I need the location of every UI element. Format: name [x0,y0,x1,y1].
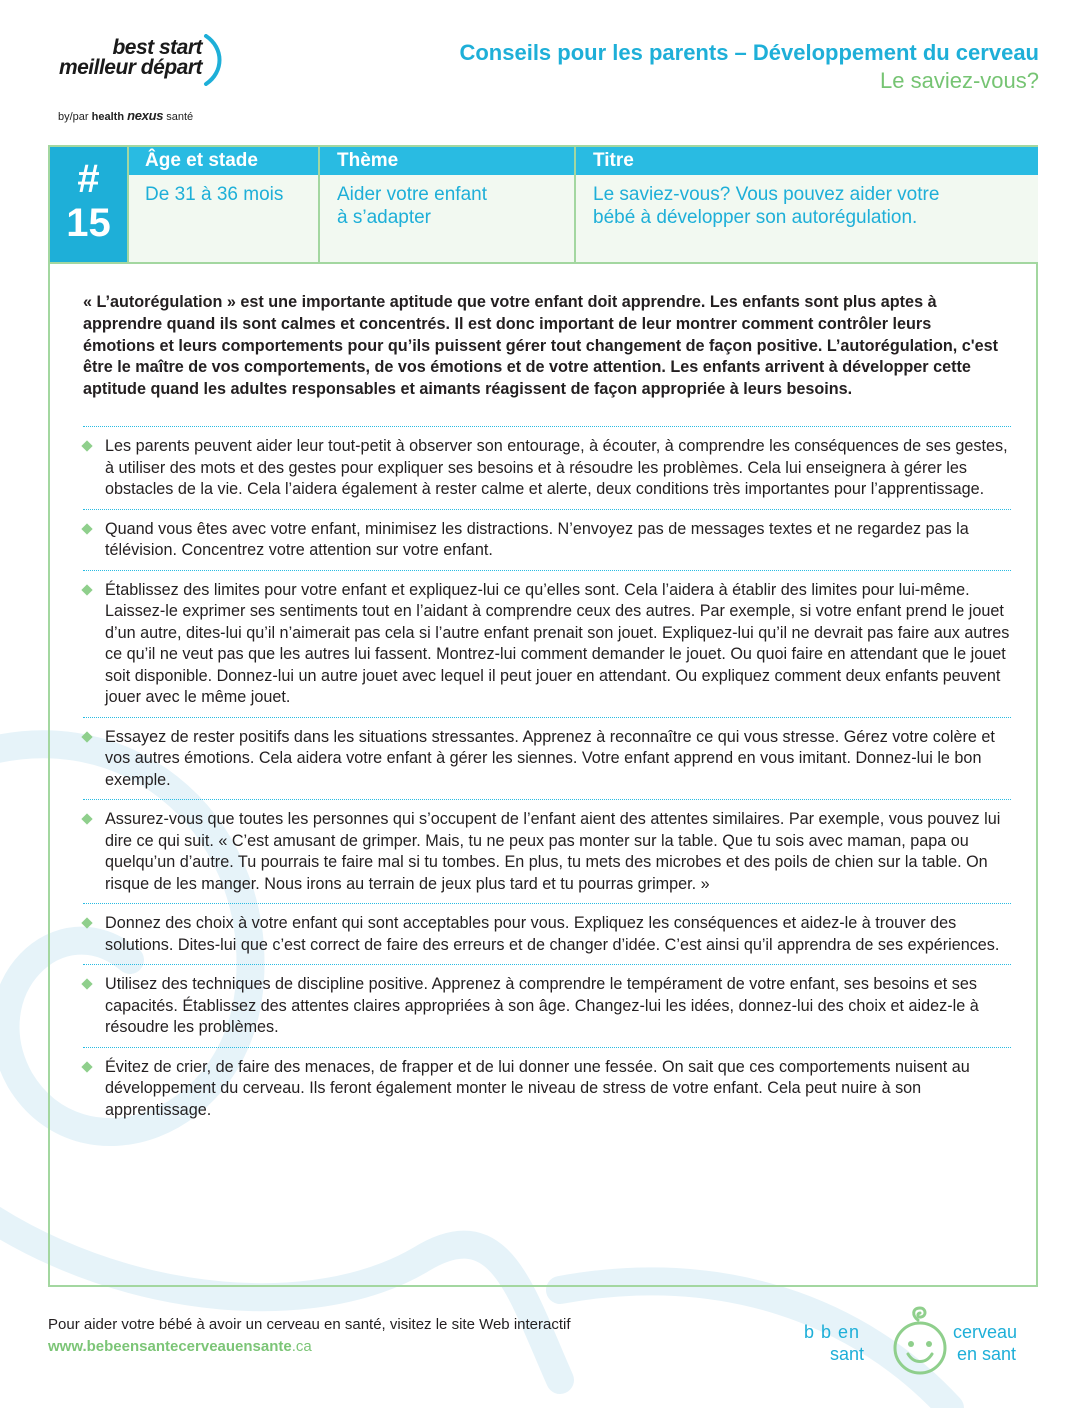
list-item-text: Les parents peuvent aider leur tout-petit à observer son entourage, à écouter, à comprendre les conséquences de ses gestes, à utiliser des mots et des gestes pour expliquer ses besoins et à résoudre les problèmes. Cela lui enseignera à gérer les obstacles de la vie. Cela l’aidera également à rester calme et alerte, deux conditions très importantes pour l’apprentissage. [105,437,1008,498]
logo-by-sante: santé [166,111,194,123]
list-item [83,570,1011,717]
url-tld: .ca [291,1338,312,1355]
diamond-bullet-icon [81,731,92,742]
brand-right-line-1: cerveau [953,1322,1018,1342]
badge-number: 15 [66,201,111,245]
list-item [83,964,1011,1047]
logo-bracket-icon [202,34,226,86]
info-values-row [127,175,1038,262]
list-item [83,799,1011,903]
info-header-row [127,147,1038,175]
brand-logo [800,1300,1040,1380]
tip-number-badge [50,147,127,262]
logo-by-prefix: by/par [58,111,89,123]
best-start-logo [52,36,252,123]
badge-hash: # [77,157,100,201]
diamond-bullet-icon [81,523,92,534]
theme-value-line-1: Aider votre enfant [337,184,487,205]
list-item-text: Évitez de crier, de faire des menaces, de frapper et de lui donner une fessée. On sait que ces comportements nuisent au développement du cerveau. Ils feront également monter le niveau de stress de votre enfant. Cela peut nuire à son apprentissage. [105,1057,970,1119]
column-divider [574,147,576,262]
list-item [83,1047,1011,1130]
column-divider [318,147,320,262]
list-item-text: Essayez de rester positifs dans les situations stressantes. Apprenez à reconnaître ce qui vous stresse. Gérez votre colère et vos autres émotions. Cela aidera votre enfant à gérer les siennes. Votre enfant apprend en vous imitant. Donnez-lui le bon exemple. [105,727,995,789]
document-subtitle: Le saviez-vous? [880,68,1039,93]
footer-text: Pour aider votre bébé à avoir un cerveau en santé, visitez le site Web interactif [48,1316,571,1333]
diamond-bullet-icon [81,440,92,451]
logo-line-2: meilleur départ [58,56,202,79]
brand-left-line-2: sant [830,1344,865,1364]
diamond-bullet-icon [81,917,92,928]
brand-right-line-2: en sant [957,1344,1017,1364]
column-divider [127,147,129,262]
logo-by-health: health [91,111,125,123]
title-value-line-1: Le saviez-vous? Vous pouvez aider votre [593,184,940,205]
intro-paragraph: « L’autorégulation » est une importante aptitude que votre enfant doit apprendre. Les enfants sont plus aptes à apprendre quand ils sont calmes et concentrés. Il est donc important de leur montrer comment contrôler leurs émotions et leurs comportements pour qu’ils puissent gérer tout changement de façon positive. L’autorégulation, c'est être le maître de vos comportements, de vos émotions et de votre attention. Les enfants arrivent à développer cette aptitude quand les adultes responsables et aimants réagissent de façon appropriée à leurs besoins. [83,293,998,399]
list-item-text: Quand vous êtes avec votre enfant, minimisez les distractions. N’envoyez pas de messages textes et ne regardez pas la télévision. Concentrez votre attention sur votre enfant. [105,519,969,559]
brand-left-line-1: b b en [804,1322,861,1342]
theme-value-line-2: à s’adapter [337,207,432,228]
list-item-text: Assurez-vous que toutes les personnes qui s’occupent de l’enfant aient des attentes similaires. Par exemple, vous pouvez lui dire ce qui suit. « C’est amusant de grimper. Mais, tu ne peux pas monter sur la table. Que tu sois avec maman, papa ou quelqu’un d’autre. Tu pourrais te faire mal si tu tombes. En plus, tu mets des microbes et des poils de chien sur la table. On risque de les manger. Nous irons au terrain de jeux plus tard et tu pourras grimper. » [105,810,1001,893]
tips-list [83,426,1011,1129]
url-prefix: www. [48,1338,87,1355]
column-header-theme: Thème [337,150,399,171]
diamond-bullet-icon [81,978,92,989]
diamond-bullet-icon [81,584,92,595]
list-item [83,717,1011,800]
url-main: bebeensantecerveauensante [86,1338,292,1355]
diamond-bullet-icon [81,813,92,824]
list-item [83,426,1011,509]
list-item [83,903,1011,964]
list-item-text: Donnez des choix à votre enfant qui sont acceptables pour vous. Expliquez les conséquences et aidez-le à trouver des solutions. Dites-lui que c’est correct de faire des erreurs et de changer d’idée. C’est ainsi qu’il apprendra de ses expériences. [105,914,1000,954]
list-item [83,509,1011,570]
smiling-baby-face-icon [890,1304,950,1376]
theme-value [319,183,575,229]
age-value: De 31 à 36 mois [145,184,284,205]
logo-by-nexus: nexus [127,108,164,123]
logo-line-1: best start [112,36,202,59]
column-header-age: Âge et stade [145,150,258,171]
footer-website-link[interactable] [48,1338,312,1355]
document-title: Conseils pour les parents – Développement du cerveau [459,40,1039,65]
diamond-bullet-icon [81,1061,92,1072]
info-row-divider [50,262,1038,264]
list-item-text: Établissez des limites pour votre enfant et expliquez-lui ce qu’elles sont. Cela l’aidera à établir des limites pour lui-même. Laissez-le exprimer ses sentiments tout en l’aidant à comprendre ceux des autres. Par exemple, si votre enfant prend le jouet d’un autre, dites-lui qu’il n’aimerait pas cela si l’autre enfant prenait son jouet. Expliquez-lui qu’il ne devrait pas faire aux autres ce qu’il ne veut pas que les autres lui fassent. Montrez-lui comment demander le jouet. Ou quoi faire en attendant que le jouet soit disponible. Donnez-lui un autre jouet avec lequel il peut jouer en attendant. Ou expliquez comment deux enfants peuvent jouer avec le même jouet. [105,580,1010,706]
column-header-title: Titre [593,150,634,171]
title-value-line-2: bébé à développer son autorégulation. [593,207,918,228]
title-value [575,183,1038,229]
logo-byline [58,108,193,123]
list-item-text: Utilisez des techniques de discipline positive. Apprenez à comprendre le tempérament de votre enfant, ses besoins et ses capacités. Établissez des attentes claires appropriées à son âge. Changez-lui les idées, donnez-lui des choix et aidez-le à résoudre les problèmes. [105,975,979,1036]
